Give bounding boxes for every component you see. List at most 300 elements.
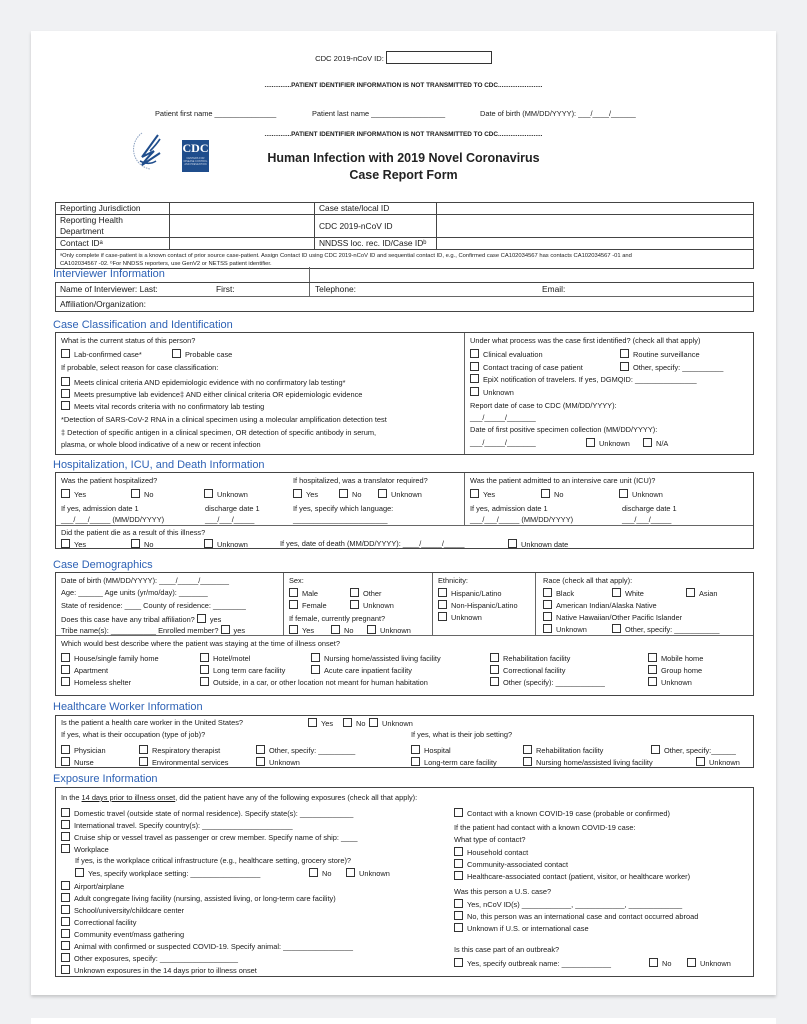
translator-option[interactable] (293, 489, 318, 499)
checkbox[interactable] (172, 349, 181, 358)
staying-question: Which would best describe where the patient was staying at the time of illness onset? (61, 639, 340, 648)
occupation-option[interactable] (256, 745, 355, 755)
report-date-field[interactable]: ___/_____/_______ (470, 413, 536, 422)
checkbox[interactable] (61, 929, 70, 938)
checkbox[interactable] (490, 677, 499, 686)
option-label: Female (302, 601, 327, 610)
exposure-option[interactable] (61, 917, 136, 927)
setting-question: If yes, what is their job setting? (411, 730, 513, 739)
option-label: Unknown (709, 758, 740, 767)
workplace-option[interactable] (309, 868, 331, 878)
checkbox[interactable] (61, 665, 70, 674)
checkbox[interactable] (454, 923, 463, 932)
option-label: Nurse (74, 758, 94, 767)
checkbox[interactable] (61, 953, 70, 962)
affiliation-field[interactable]: Affiliation/Organization: (60, 299, 146, 309)
checkbox[interactable] (61, 539, 70, 548)
reason-option[interactable] (61, 377, 346, 387)
checkbox[interactable] (686, 588, 695, 597)
checkbox[interactable] (204, 539, 213, 548)
checkbox[interactable] (204, 489, 213, 498)
option-label: Lab-confirmed case* (74, 350, 142, 359)
patient-dob-field[interactable]: Date of birth (MM/DD/YYYY): ___/____/______ (480, 109, 636, 118)
checkbox[interactable] (61, 653, 70, 662)
checkbox[interactable] (289, 588, 298, 597)
option-label: Non-Hispanic/Latino (451, 601, 518, 610)
checkbox[interactable] (61, 808, 70, 817)
race-option[interactable] (543, 600, 657, 610)
checkbox[interactable] (311, 665, 320, 674)
option-label: Acute care inpatient facility (324, 666, 412, 675)
staying-option[interactable] (311, 653, 441, 663)
discharge-date-field[interactable]: ___/___/_____ (205, 515, 255, 524)
occupation-option[interactable] (139, 757, 228, 767)
ids-input[interactable] (437, 203, 754, 215)
first-pos-na-option[interactable] (643, 438, 668, 448)
race-option[interactable] (543, 624, 587, 634)
checkbox[interactable] (470, 387, 479, 396)
staying-option[interactable] (490, 677, 605, 687)
checkbox[interactable] (586, 438, 595, 447)
option-label: Respiratory therapist (152, 746, 221, 755)
option-label: Hotel/motel (213, 654, 251, 663)
checkbox[interactable] (643, 438, 652, 447)
admission-date-field[interactable]: ___/___/_____ (MM/DD/YYYY) (61, 515, 165, 524)
checkbox[interactable] (438, 600, 447, 609)
checkbox[interactable] (523, 757, 532, 766)
checkbox[interactable] (543, 588, 552, 597)
option-label: Unknown (359, 869, 390, 878)
death-question: Did the patient die as a result of this illness? (61, 528, 206, 537)
checkbox[interactable] (369, 718, 378, 727)
staying-option[interactable] (311, 665, 412, 675)
exposure-option[interactable] (61, 941, 353, 951)
ids-table (55, 202, 754, 269)
checkbox[interactable] (61, 489, 70, 498)
icu-option[interactable] (470, 489, 495, 499)
hcw-option[interactable] (308, 718, 333, 728)
exposure-option[interactable] (61, 808, 353, 818)
us-case-option[interactable] (454, 911, 698, 921)
checkbox[interactable] (61, 917, 70, 926)
setting-option[interactable] (651, 745, 736, 755)
patient-last-name-field[interactable]: Patient last name __________________ (312, 109, 446, 118)
hosp-option[interactable] (61, 489, 86, 499)
option-label: Yes (74, 490, 87, 499)
occupation-option[interactable] (139, 745, 220, 755)
checkbox[interactable] (378, 489, 387, 498)
exposure-option[interactable] (61, 893, 336, 903)
staying-option[interactable] (648, 677, 692, 687)
option-label: Unknown date (521, 540, 569, 549)
checkbox[interactable] (61, 349, 70, 358)
status-question: What is the current status of this person? (61, 336, 196, 345)
checkbox[interactable] (339, 489, 348, 498)
outbreak-option[interactable] (687, 958, 731, 968)
checkbox[interactable] (293, 489, 302, 498)
table-row (56, 250, 754, 269)
checkbox[interactable] (612, 624, 621, 633)
contact-type-option[interactable] (454, 871, 690, 881)
checkbox[interactable] (438, 588, 447, 597)
checkbox[interactable] (648, 665, 657, 674)
checkbox[interactable] (131, 489, 140, 498)
option-label: Meets vital records criteria with no confirmatory lab testing (74, 402, 265, 411)
checkbox[interactable] (454, 871, 463, 880)
checkbox[interactable] (470, 489, 479, 498)
checkbox[interactable] (61, 905, 70, 914)
checkbox[interactable] (411, 745, 420, 754)
language-field[interactable]: _______________________ (293, 515, 388, 524)
checkbox[interactable] (490, 665, 499, 674)
hospitalization-box (55, 472, 754, 549)
footnote-b: CA102034567 -02. ᵇFor NNDSS reporters, use GenV2 or NETSS patient identifier. (60, 261, 272, 267)
outbreak-option[interactable] (454, 958, 611, 968)
hcw-heading: Healthcare Worker Information (53, 701, 203, 713)
exposure-option[interactable] (61, 881, 124, 891)
reason-option[interactable] (61, 401, 264, 411)
demo-dob-field[interactable]: Date of birth (MM/DD/YYYY): ____/_____/_______ (61, 576, 230, 585)
ids-input[interactable] (170, 238, 315, 250)
option-label: Unknown (217, 540, 248, 549)
option-label: Yes (302, 626, 315, 635)
option-label: Community event/mass gathering (74, 930, 185, 939)
hospitalized-question: Was the patient hospitalized? (61, 476, 158, 485)
option-label: Hospital (424, 746, 451, 755)
checkbox[interactable] (470, 349, 479, 358)
process-option[interactable] (620, 349, 700, 359)
interviewer-email-field[interactable]: Email: (542, 284, 566, 294)
ids-label: Reporting Health Department (56, 215, 170, 238)
report-date-label: Report date of case to CDC (MM/DD/YYYY): (470, 401, 617, 410)
checkbox[interactable] (541, 489, 550, 498)
option-label: No (356, 719, 366, 728)
checkbox[interactable] (649, 958, 658, 967)
checkbox[interactable] (454, 847, 463, 856)
checkbox[interactable] (61, 677, 70, 686)
sex-option[interactable] (350, 588, 381, 598)
staying-option[interactable] (61, 665, 108, 675)
option-label: Meets presumptive lab evidence‡ AND either clinical criteria OR epidemiologic evidence (74, 390, 363, 399)
race-option[interactable] (612, 624, 720, 634)
option-label: yes (233, 626, 246, 635)
checkbox[interactable] (139, 757, 148, 766)
exposure-option[interactable] (61, 820, 293, 830)
death-date-field[interactable]: If yes, date of death (MM/DD/YYYY): ____/_____/_____ (280, 539, 465, 548)
checkbox[interactable] (61, 757, 70, 766)
death-option[interactable] (131, 539, 153, 549)
checkbox[interactable] (350, 588, 359, 597)
language-label: If yes, specify which language: (293, 504, 394, 513)
option-label: Hispanic/Latino (451, 589, 502, 598)
checkbox[interactable] (454, 808, 463, 817)
option-label: Yes (321, 719, 334, 728)
checkbox[interactable] (651, 745, 660, 754)
classification-heading: Case Classification and Identification (53, 319, 233, 331)
option-label: Yes (483, 490, 496, 499)
checkbox[interactable] (200, 653, 209, 662)
sex-option[interactable] (289, 600, 327, 610)
checkbox[interactable] (61, 844, 70, 853)
checkbox[interactable] (61, 965, 70, 974)
ethnicity-option[interactable] (438, 612, 482, 622)
checkbox[interactable] (256, 745, 265, 754)
checkbox[interactable] (289, 600, 298, 609)
translator-option[interactable] (339, 489, 361, 499)
checkbox[interactable] (61, 377, 70, 386)
interviewer-last-field[interactable]: Name of Interviewer: Last: (60, 284, 158, 294)
option-label: Unknown (363, 601, 394, 610)
checkbox[interactable] (221, 625, 230, 634)
staying-option[interactable] (200, 665, 285, 675)
first-pos-unknown-option[interactable] (586, 438, 630, 448)
contact-type-option[interactable] (454, 859, 568, 869)
occupation-question: If yes, what is their occupation (type of job)? (61, 730, 206, 739)
checkbox[interactable] (620, 362, 629, 371)
checkbox[interactable] (197, 614, 206, 623)
option-label: Rehabilitation facility (503, 654, 571, 663)
checkbox[interactable] (612, 588, 621, 597)
ethnicity-option[interactable] (438, 588, 502, 598)
checkbox[interactable] (543, 624, 552, 633)
race-option[interactable] (612, 588, 644, 598)
workplace-option[interactable] (75, 868, 260, 878)
translator-option[interactable] (378, 489, 422, 499)
option-label: House/single family home (74, 654, 159, 663)
process-option[interactable] (470, 374, 697, 384)
first-positive-date-field[interactable]: ___/_____/_______ (470, 438, 536, 447)
checkbox[interactable] (331, 625, 340, 634)
pregnant-option[interactable] (367, 625, 411, 635)
ids-label: CDC 2019-nCoV ID (315, 215, 437, 238)
death-option[interactable] (61, 539, 86, 549)
cdc-id-input[interactable] (386, 51, 492, 64)
option-label: Unknown (700, 959, 731, 968)
ids-label: NNDSS loc. rec. ID/Case IDᵇ (315, 238, 437, 250)
process-option[interactable] (470, 387, 514, 397)
contact-known-option[interactable] (454, 808, 670, 818)
staying-option[interactable] (61, 653, 159, 663)
setting-option[interactable] (523, 757, 653, 767)
checkbox[interactable] (309, 868, 318, 877)
checkbox[interactable] (411, 757, 420, 766)
race-label: Race (check all that apply): (543, 576, 633, 585)
reason-option[interactable] (61, 389, 362, 399)
residence-field[interactable]: State of residence: ____ County of residence: ________ (61, 601, 246, 610)
checkbox[interactable] (470, 374, 479, 383)
checkbox[interactable] (454, 958, 463, 967)
setting-option[interactable] (696, 757, 740, 767)
lab-confirmed-option[interactable] (61, 349, 142, 359)
ids-label: Contact IDᵃ (56, 238, 170, 250)
race-option[interactable] (686, 588, 718, 598)
setting-option[interactable] (411, 745, 451, 755)
exposure-option[interactable] (61, 929, 184, 939)
checkbox[interactable] (350, 600, 359, 609)
staying-option[interactable] (490, 653, 570, 663)
probable-reason-question: If probable, select reason for case classification: (61, 363, 219, 372)
checkbox[interactable] (454, 859, 463, 868)
checkbox[interactable] (61, 893, 70, 902)
ids-input[interactable] (170, 215, 315, 238)
option-label: Community-associated contact (467, 860, 569, 869)
us-case-option[interactable] (454, 899, 682, 909)
checkbox[interactable] (687, 958, 696, 967)
staying-option[interactable] (200, 677, 428, 687)
option-label: Other, specify: ___________ (625, 625, 720, 634)
icu-option[interactable] (541, 489, 563, 499)
checkbox[interactable] (61, 389, 70, 398)
checkbox[interactable] (311, 653, 320, 662)
checkbox[interactable] (648, 677, 657, 686)
option-label: Unknown (483, 388, 514, 397)
checkbox[interactable] (200, 665, 209, 674)
form-title-line1: Human Infection with 2019 Novel Coronavirus (267, 151, 540, 165)
option-label: Unknown (269, 758, 300, 767)
ids-input[interactable] (437, 215, 754, 238)
checkbox[interactable] (308, 718, 317, 727)
ids-input[interactable] (170, 203, 315, 215)
icu-admission-label: If yes, admission date 1 (470, 504, 548, 513)
checkbox[interactable] (438, 612, 447, 621)
ethnicity-option[interactable] (438, 600, 518, 610)
staying-option[interactable] (648, 665, 702, 675)
option-label: Correctional facility (74, 918, 137, 927)
option-label: Nursing home/assisted living facility (536, 758, 653, 767)
checkbox[interactable] (470, 362, 479, 371)
intro-underlined: 14 days prior to illness onset (81, 793, 176, 802)
option-label: Correctional facility (503, 666, 566, 675)
checkbox[interactable] (648, 653, 657, 662)
checkbox[interactable] (620, 349, 629, 358)
checkbox[interactable] (343, 718, 352, 727)
outbreak-question: Is this case part of an outbreak? (454, 945, 560, 954)
exposure-option[interactable] (61, 832, 357, 842)
checkbox[interactable] (543, 612, 552, 621)
icu-discharge-date-field[interactable]: ___/___/_____ (622, 515, 672, 524)
setting-option[interactable] (523, 745, 603, 755)
exposure-option[interactable] (61, 953, 238, 963)
checkbox[interactable] (490, 653, 499, 662)
workplace-option[interactable] (346, 868, 390, 878)
contact-type-option[interactable] (454, 847, 528, 857)
death-option[interactable] (204, 539, 248, 549)
option-label: Homeless shelter (74, 678, 132, 687)
checkbox[interactable] (454, 899, 463, 908)
option-label: Meets clinical criteria AND epidemiologic evidence with no confirmatory lab testing* (74, 378, 346, 387)
checkbox[interactable] (454, 911, 463, 920)
exposure-option[interactable] (61, 965, 257, 975)
exposure-option[interactable] (61, 844, 109, 854)
admission-label: If yes, admission date 1 (61, 504, 139, 513)
hcw-option[interactable] (369, 718, 413, 728)
tribe-field[interactable]: Tribe name(s): ___________ Enrolled member? (61, 626, 219, 635)
interviewer-first-field[interactable]: First: (216, 284, 235, 294)
checkbox[interactable] (619, 489, 628, 498)
option-label: Yes (74, 540, 87, 549)
age-field[interactable]: Age: ______ Age units (yr/mo/day): _______ (61, 588, 208, 597)
checkbox[interactable] (139, 745, 148, 754)
occupation-option[interactable] (61, 745, 106, 755)
form-page (31, 31, 776, 995)
pregnant-option[interactable] (289, 625, 314, 635)
cdc-id-label: CDC 2019-nCoV ID: (315, 54, 384, 63)
sex-option[interactable] (289, 588, 318, 598)
checkbox[interactable] (523, 745, 532, 754)
process-option[interactable] (470, 362, 583, 372)
staying-option[interactable] (61, 677, 131, 687)
checkbox[interactable] (543, 600, 552, 609)
checkbox[interactable] (61, 832, 70, 841)
occupation-option[interactable] (61, 757, 94, 767)
unknown-date-option[interactable] (508, 539, 568, 549)
icu-option[interactable] (619, 489, 663, 499)
hcw-option[interactable] (343, 718, 365, 728)
translator-question: If hospitalized, was a translator required? (293, 476, 428, 485)
checkbox[interactable] (367, 625, 376, 634)
option-label: Native Hawaiian/Other Pacific Islander (556, 613, 683, 622)
option-label: Yes, specify outbreak name: ____________ (467, 959, 611, 968)
checkbox[interactable] (61, 941, 70, 950)
icu-admission-date-field[interactable]: ___/___/_____ (MM/DD/YYYY) (470, 515, 574, 524)
hosp-option[interactable] (131, 489, 153, 499)
us-case-option[interactable] (454, 923, 589, 933)
staying-option[interactable] (648, 653, 703, 663)
checkbox[interactable] (61, 820, 70, 829)
ids-input[interactable] (437, 238, 754, 250)
patient-first-name-field[interactable]: Patient first name _______________ (155, 109, 277, 118)
checkbox[interactable] (346, 868, 355, 877)
checkbox[interactable] (131, 539, 140, 548)
interviewer-box (55, 282, 754, 312)
option-label: American Indian/Alaska Native (556, 601, 657, 610)
probable-option[interactable] (172, 349, 232, 359)
checkbox[interactable] (75, 868, 84, 877)
process-option[interactable] (620, 362, 723, 372)
checkbox[interactable] (256, 757, 265, 766)
process-option[interactable] (470, 349, 543, 359)
checkbox[interactable] (696, 757, 705, 766)
exposure-option[interactable] (61, 905, 184, 915)
checkbox[interactable] (61, 401, 70, 410)
checkbox[interactable] (61, 881, 70, 890)
footnote-rna: *Detection of SARS-CoV-2 RNA in a clinical specimen using a molecular amplification detection test (61, 415, 387, 424)
sex-option[interactable] (350, 600, 394, 610)
staying-option[interactable] (200, 653, 250, 663)
option-label: Asian (699, 589, 718, 598)
interviewer-telephone-field[interactable]: Telephone: (315, 284, 356, 294)
us-case-question: Was this person a U.S. case? (454, 887, 552, 896)
race-option[interactable] (543, 588, 574, 598)
race-option[interactable] (543, 612, 682, 622)
cdc-id-row (31, 51, 776, 64)
checkbox[interactable] (61, 745, 70, 754)
pregnant-option[interactable] (331, 625, 353, 635)
hosp-option[interactable] (204, 489, 248, 499)
occupation-option[interactable] (256, 757, 300, 767)
option-label: School/university/childcare center (74, 906, 185, 915)
checkbox[interactable] (289, 625, 298, 634)
option-label: Mobile home (661, 654, 704, 663)
setting-option[interactable] (411, 757, 497, 767)
option-label: Other, specify:______ (664, 746, 736, 755)
exposure-heading: Exposure Information (53, 773, 158, 785)
checkbox[interactable] (508, 539, 517, 548)
exposure-intro (61, 793, 417, 802)
staying-option[interactable] (490, 665, 565, 675)
checkbox[interactable] (200, 677, 209, 686)
outbreak-option[interactable] (649, 958, 671, 968)
